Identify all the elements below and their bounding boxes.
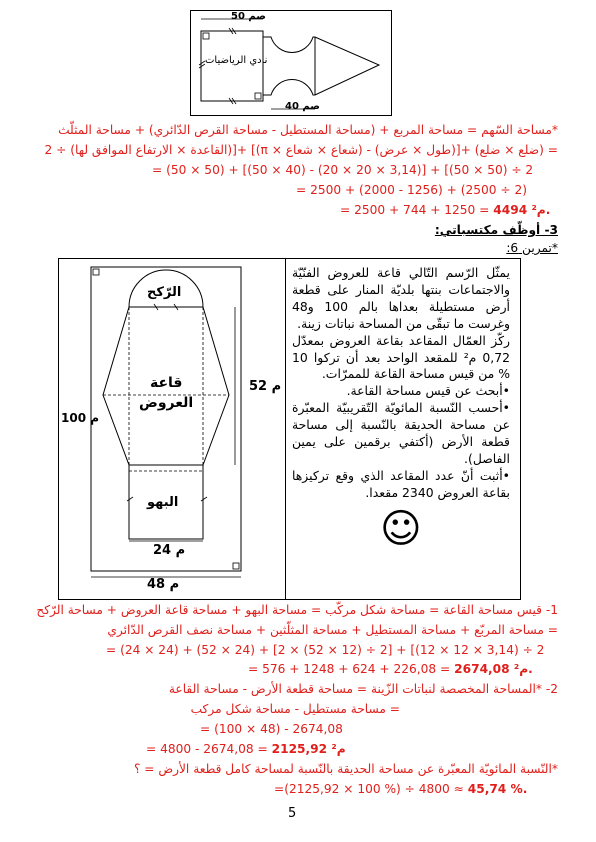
hall-area-result bbox=[248, 661, 533, 677]
hall-area-step-1: = مساحة المربّع + مساحة المستطيل + مساحة المثلّثين + مساحة نصف القرص الدّائري bbox=[107, 623, 558, 637]
dimension-48-label: 48 م bbox=[147, 577, 180, 592]
percentage-result-value: 45,74 %. bbox=[467, 782, 528, 796]
dimension-52-label: 52 م bbox=[249, 379, 282, 394]
problem-task-3: •أثبت أنّ عدد المقاعد الذي وقع تركيزها بقاعة العروض 2340 مقعدا. bbox=[292, 467, 510, 500]
garden-area-formula: 2- *المساحة المخصصة لنباتات الزّينة = مساحة قطعة الأرض - مساحة القاعة bbox=[168, 682, 558, 696]
garden-area-step-2: = (100 × 48) - 2674,08 bbox=[200, 722, 343, 736]
garden-area-result-value: 2125,92 م² bbox=[271, 742, 346, 756]
problem-statement bbox=[292, 265, 510, 502]
hall-plan-figure bbox=[58, 258, 286, 600]
hall-label-line-2: العروض bbox=[139, 395, 194, 411]
problem-task-2: •أحسب النّسبة المائويّة التّقريبيّة المعبّرة عن مساحة الحديقة بالنّسبة إلى مساحة قطعة الأرض (أكتفي برقمين على يمين الفاصل). bbox=[292, 400, 510, 466]
percentage-result-steps: =(2125,92 × 100 %) ÷ 4800 ≈ bbox=[274, 782, 468, 796]
garden-area-result bbox=[146, 741, 346, 757]
problem-paragraph-intro: يمثّل الرّسم التّالي قاعة للعروض الفنّيّة والاجتماعات بنتها بلديّة المنار على قطعة أرض مستطيلة بعداها بالم 100 و48 وغرست ما تبقّى من المساحة نباتات زينة. bbox=[292, 265, 510, 331]
arrow-figure bbox=[190, 10, 392, 116]
section-title: 3- أوظّف مكتسباتي: bbox=[434, 223, 558, 237]
top-dimension-label: 50 صم bbox=[231, 11, 266, 22]
page-number: 5 bbox=[288, 806, 297, 821]
arrow-area-formula: *مساحة السّهم = مساحة المربع + (مساحة المستطيل - مساحة القرص الدّائري) + مساحة المثلّث bbox=[58, 123, 558, 137]
hall-area-result-steps: = 576 + 1248 + 624 + 226,08 = bbox=[248, 662, 455, 676]
arrow-area-result-value: 4494 م². bbox=[493, 203, 551, 217]
dimension-24-label: 24 م bbox=[153, 543, 186, 558]
arrow-area-result bbox=[340, 202, 550, 218]
percentage-result bbox=[274, 781, 527, 797]
hall-area-step-2: = (24 × 24) + (52 × 24) + [2 × (52 × 12) ÷ 2] + [(12 × 12 × 3,14) ÷ 2 bbox=[106, 643, 545, 657]
bottom-dimension-label: 40 صم bbox=[285, 101, 320, 112]
problem-task-1: •أبحث عن قيس مساحة القاعة. bbox=[346, 383, 510, 399]
problem-paragraph-seats: ركّز العمّال المقاعد بقاعة العروض بمعدّل 0,72 م² للمقعد الواحد بعد أن تركوا 10 % من قيس مساحة القاعة للممرّات. bbox=[292, 332, 510, 382]
hall-area-result-value: 2674,08 م². bbox=[454, 662, 533, 676]
percentage-question: *النّسبة المائويّة المعبّرة عن مساحة الحديقة بالنّسبة لمساحة كامل قطعة الأرض = ؟ bbox=[133, 762, 558, 776]
arrow-area-step-1: = (ضلع × ضلع) +[(طول × عرض) - (شعاع × شعاع × π)] +[(القاعدة × الارتفاع الموافق لها) ÷ 2 bbox=[44, 143, 558, 157]
hall-area-formula: 1- قيس مساحة القاعة = مساحة شكل مركّب = مساحة البهو + مساحة قاعة العروض + مساحة الرّكح bbox=[36, 603, 558, 617]
arrow-area-result-steps: = 2500 + 744 + 1250 = bbox=[340, 203, 494, 217]
smiley-icon: ☺ bbox=[380, 506, 422, 552]
dimension-100-label: 100 م bbox=[61, 411, 100, 425]
hall-label-line-1: قاعة bbox=[150, 375, 183, 391]
arrow-area-step-2: = (50 × 50) + [(50 × 40) - (20 × 20 × 3,14)] + [(50 × 50) ÷ 2 bbox=[152, 163, 534, 177]
lobby-label: البهو bbox=[147, 495, 179, 510]
exercise-title bbox=[506, 240, 558, 256]
problem-statement-box bbox=[284, 258, 521, 600]
exercise-title-text: *تمرين 6: bbox=[506, 241, 558, 255]
stage-label: الرّكح bbox=[147, 285, 182, 300]
arrow-area-step-3: = 2500 + (2000 - 1256) + (2500 ÷ 2) bbox=[296, 183, 527, 197]
garden-area-result-steps: = 4800 - 2674,08 = bbox=[146, 742, 272, 756]
figure-center-label: نادي الرياضيات bbox=[205, 55, 268, 66]
garden-area-step-1: = مساحة مستطيل - مساحة شكل مركب bbox=[190, 702, 400, 716]
